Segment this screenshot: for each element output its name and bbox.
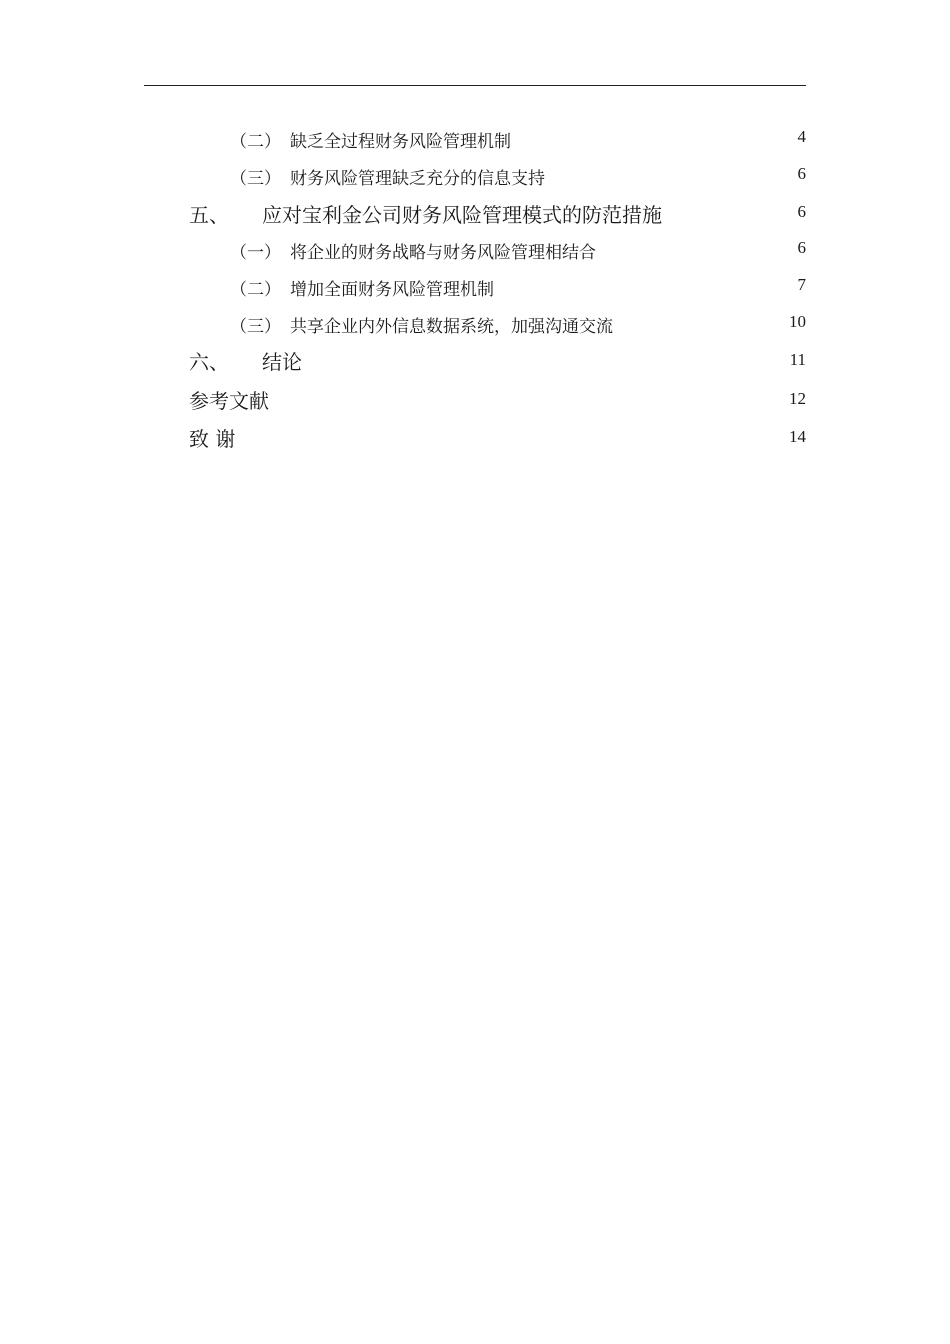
toc-entry[interactable] bbox=[0, 385, 950, 415]
toc-entry[interactable] bbox=[0, 275, 950, 305]
toc-entry[interactable] bbox=[0, 312, 950, 342]
toc-entry-page: 11 bbox=[789, 350, 806, 369]
toc-entry-number: （三） bbox=[230, 317, 281, 337]
toc-entry-page: 4 bbox=[797, 127, 806, 146]
toc-entry[interactable] bbox=[0, 164, 950, 194]
header-rule bbox=[144, 85, 806, 86]
toc-entry-page: 7 bbox=[797, 275, 806, 294]
toc-entry-page: 10 bbox=[789, 312, 806, 331]
toc-entry-number: 五、 bbox=[189, 203, 229, 227]
toc-entry-page: 6 bbox=[797, 164, 806, 183]
toc-entry-number: （二） bbox=[230, 132, 281, 152]
toc-entry[interactable] bbox=[0, 346, 950, 376]
toc-entry-page: 14 bbox=[789, 427, 806, 446]
toc-entry-page: 6 bbox=[797, 238, 806, 257]
toc-entry-title: 缺乏全过程财务风险管理机制 bbox=[290, 132, 511, 152]
toc-entry-title: 财务风险管理缺乏充分的信息支持 bbox=[290, 169, 545, 189]
toc-entry-page: 12 bbox=[789, 389, 806, 408]
toc-entry-title: 参考文献 bbox=[189, 389, 269, 413]
toc-entry-page: 6 bbox=[797, 202, 806, 221]
toc-entry-title: 增加全面财务风险管理机制 bbox=[290, 280, 494, 300]
toc-entry-title: 将企业的财务战略与财务风险管理相结合 bbox=[290, 243, 596, 263]
toc-entry-title: 共享企业内外信息数据系统，加强沟通交流 bbox=[290, 317, 613, 337]
toc-entry[interactable] bbox=[0, 423, 950, 453]
toc-entry-title: 致 谢 bbox=[189, 427, 236, 451]
toc-entry-number: （二） bbox=[230, 280, 281, 300]
toc-entry[interactable] bbox=[0, 238, 950, 268]
toc-entry-number: （三） bbox=[230, 169, 281, 189]
toc-entry-title: 结论 bbox=[262, 350, 302, 374]
toc-entry-title: 应对宝利金公司财务风险管理模式的防范措施 bbox=[262, 203, 662, 227]
toc-entry[interactable] bbox=[0, 199, 950, 229]
toc-entry-number: （一） bbox=[230, 243, 281, 263]
toc-entry[interactable] bbox=[0, 127, 950, 157]
toc-entry-number: 六、 bbox=[189, 350, 229, 374]
